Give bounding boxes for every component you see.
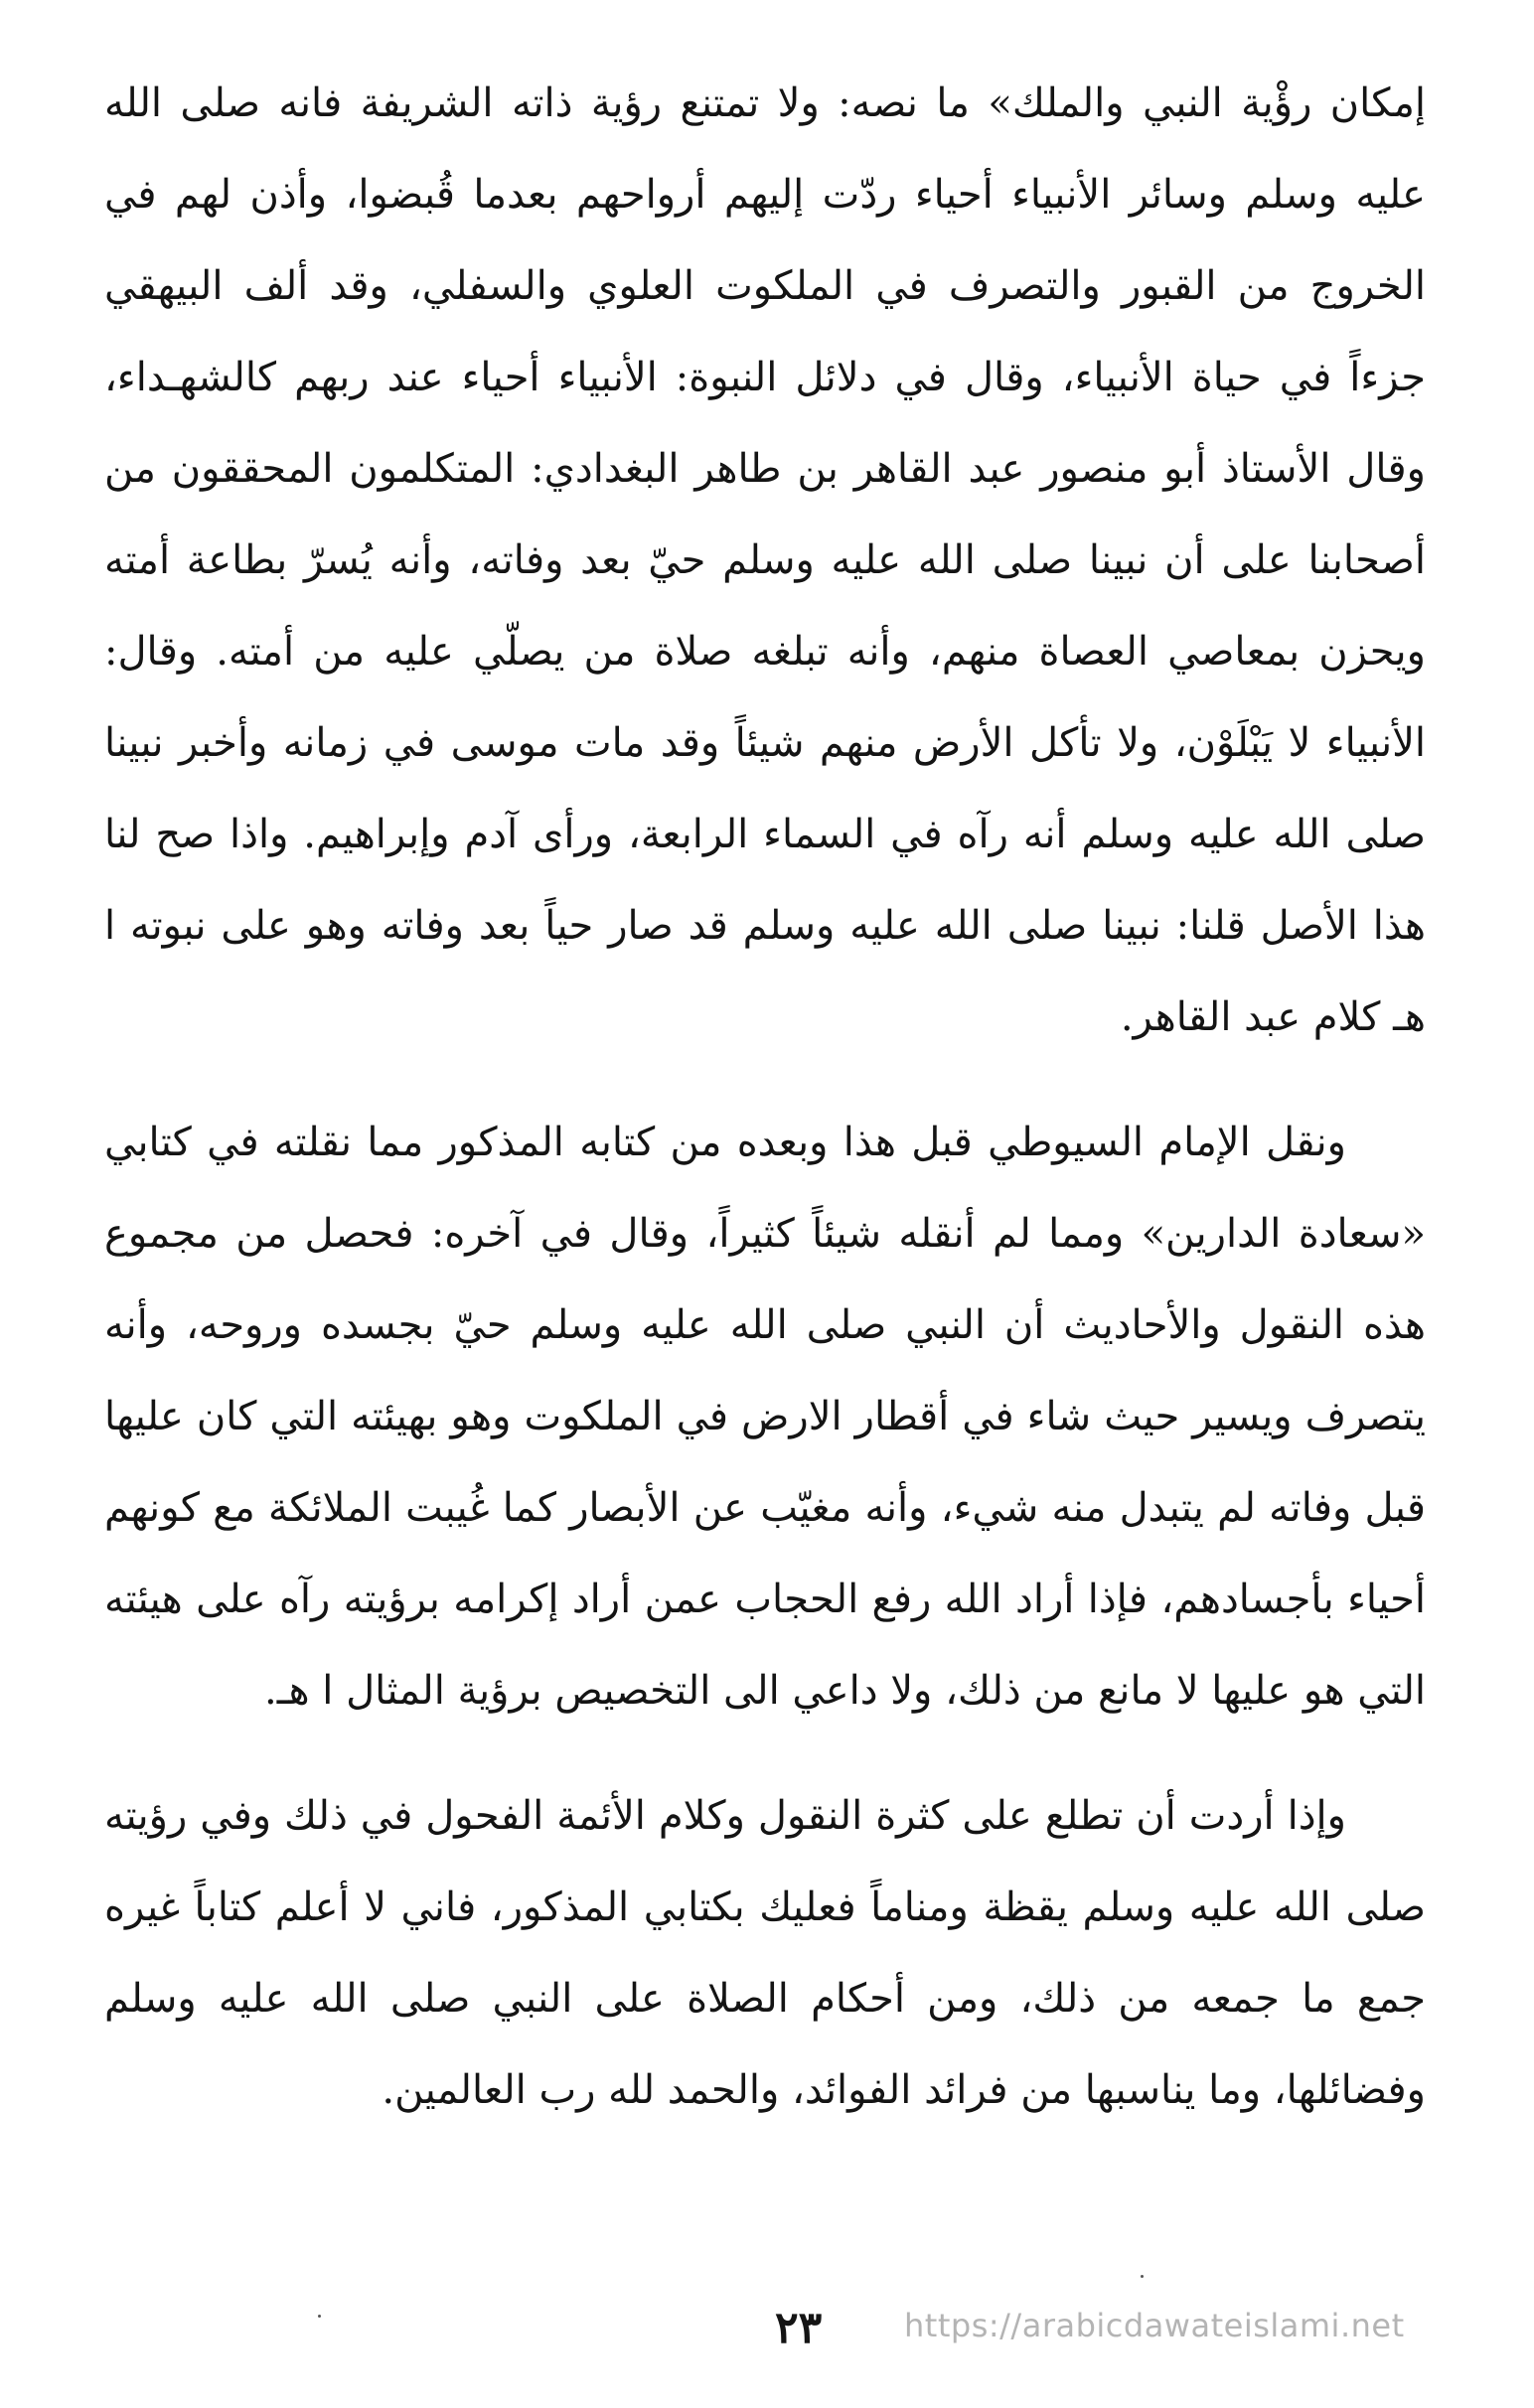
scan-speck bbox=[1141, 2275, 1144, 2278]
paragraph-1: إمكان رؤْية النبي والملك» ما نصه: ولا تمتنع رؤية ذاته الشريفة فانه صلى الله عليه وسلم وسائر الأنبياء أحياء ردّت إليهم أرواحهم بعدما قُبضوا، وأذن لهم في الخروج من القبور والتصرف في الملكوت العلوي والسفلي، وقد ألف البيهقي جزءاً في حياة الأنبياء، وقال في دلائل النبوة: الأنبياء أحياء عند ربهم كالشهـداء، وقال الأستاذ أبو منصور عبد القاهر بن طاهر البغدادي: المتكلمون المحققون من أصحابنا على أن نبينا صلى الله عليه وسلم حيّ بعد وفاته، وأنه يُسرّ بطاعة أمته ويحزن بمعاصي العصاة منهم، وأنه تبلغه صلاة من يصلّي عليه من أمته. وقال: الأنبياء لا يَبْلَوْن، ولا تأكل الأرض منهم شيئاً وقد مات موسى في زمانه وأخبر نبينا صلى الله عليه وسلم أنه رآه في السماء الرابعة، ورأى آدم وإبراهيم. واذا صح لنا هذا الأصل قلنا: نبينا صلى الله عليه وسلم قد صار حياً بعد وفاته وهو على نبوته ا هـ كلام عبد القاهر. bbox=[104, 80, 1426, 1040]
source-watermark: https://arabicdawateislami.net bbox=[904, 2307, 1405, 2344]
paragraph-3: وإذا أردت أن تطلع على كثرة النقول وكلام الأئمة الفحول في ذلك وفي رؤيته صلى الله عليه وسلم يقظة ومناماً فعليك بكتابي المذكور، فاني لا أعلم كتاباً غيره جمع ما جمعه من ذلك، ومن أحكام الصلاة على النبي صلى الله عليه وسلم وفضائلها، وما يناسبها من فرائد الفوائد، والحمد لله رب العالمين. bbox=[104, 1793, 1426, 2113]
paragraph-gap bbox=[104, 1736, 1426, 1770]
page-number: ٢٣ bbox=[775, 2303, 823, 2353]
scan-speck bbox=[318, 2315, 321, 2318]
paragraph-2: ونقل الإمام السيوطي قبل هذا وبعده من كتابه المذكور مما نقلته في كتابي «سعادة الدارين» ومما لم أنقله شيئاً كثيراً، وقال في آخره: فحصل من مجموع هذه النقول والأحاديث أن النبي صلى الله عليه وسلم حيّ بجسده وروحه، وأنه يتصرف ويسير حيث شاء في أقطار الارض في الملكوت وهو بهيئته التي كان عليها قبل وفاته لم يتبدل منه شيء، وأنه مغيّب عن الأبصار كما غُيبت الملائكة مع كونهم أحياء بأجسادهم، فإذا أراد الله رفع الحجاب عمن أراد إكرامه برؤيته رآه على هيئته التي هو عليها لا مانع من ذلك، ولا داعي الى التخصيص برؤية المثال ا هـ. bbox=[104, 1120, 1426, 1714]
page-body bbox=[104, 58, 1426, 2136]
paragraph-gap bbox=[104, 1063, 1426, 1097]
